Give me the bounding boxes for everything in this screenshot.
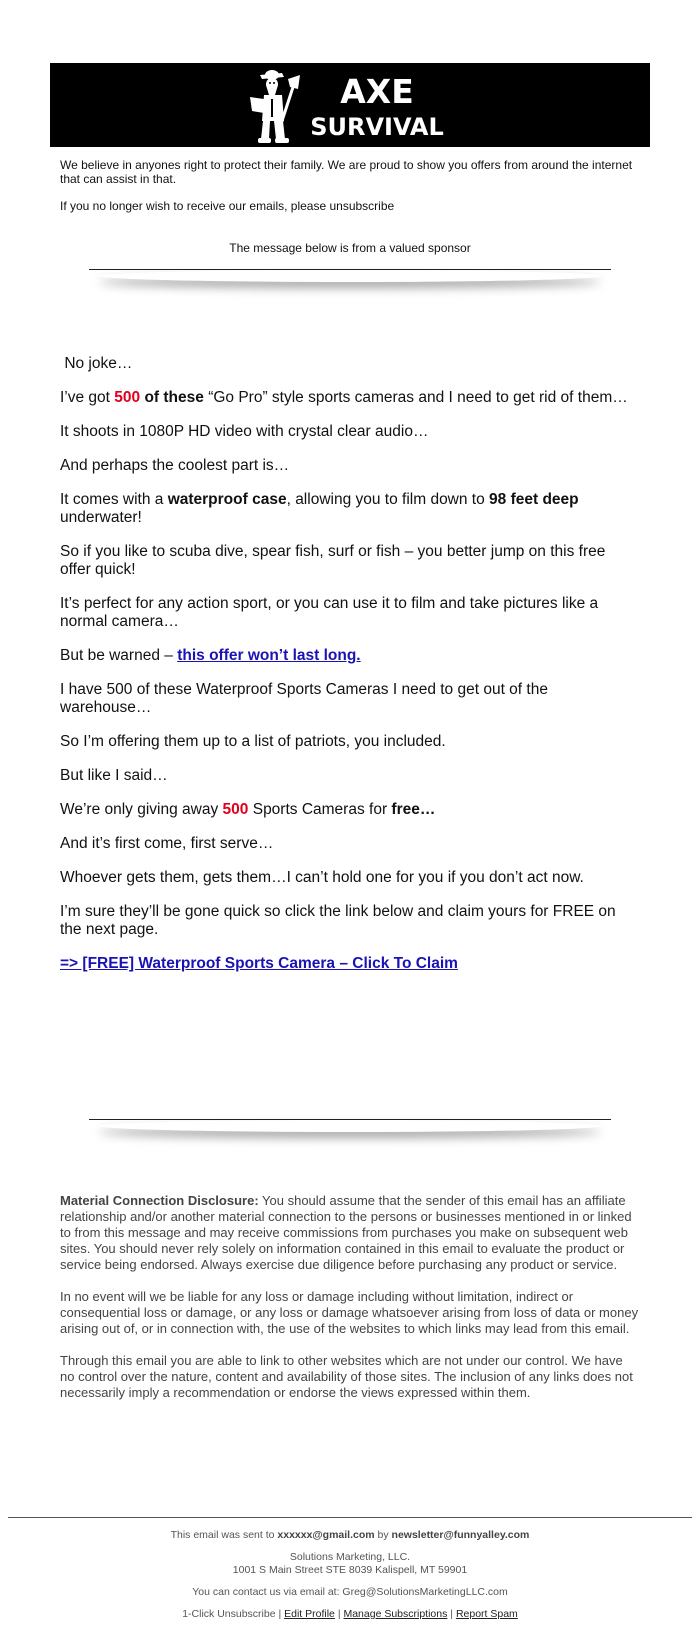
- report-spam-link[interactable]: Report Spam: [455, 1608, 518, 1620]
- edit-profile-link[interactable]: Edit Profile: [284, 1608, 335, 1620]
- unsubscribe-link[interactable]: unsubscribe: [329, 199, 395, 213]
- unsubscribe-line: [60, 199, 640, 213]
- message-paragraph: It shoots in 1080P HD video with crystal clear audio…: [60, 423, 429, 440]
- intro-paragraph: We believe in anyones right to protect their family. We are proud to show you offers from around the internet that can assist in that.: [60, 158, 633, 186]
- footer-links: 1-Click Unsubscribe | Edit Profile | Manage Subscriptions | Report Spam: [182, 1608, 518, 1620]
- message-paragraph: It comes with a waterproof case, allowing you to film down to 98 feet deep underwater!: [60, 491, 579, 526]
- message-paragraph: So I’m offering them up to a list of patriots, you included.: [60, 733, 446, 750]
- message-paragraph: [60, 955, 640, 973]
- manage-subscriptions-link[interactable]: Manage Subscriptions: [343, 1608, 448, 1620]
- message-paragraph: But like I said…: [60, 767, 168, 784]
- message-paragraph: And it’s first come, first serve…: [60, 835, 274, 852]
- axe-survival-logo: [240, 65, 460, 145]
- footer-divider: [8, 1517, 692, 1518]
- message-paragraph: I’ve got 500 of these “Go Pro” style sports cameras and I need to get rid of them…: [60, 389, 628, 406]
- brand-line1: AXE: [340, 72, 414, 111]
- message-body: [50, 355, 650, 973]
- claim-camera-link[interactable]: => [FREE] Waterproof Sports Camera – Click To Claim: [60, 955, 458, 972]
- contact-line: You can contact us via email at: Greg@SolutionsMarketingLLC.com: [192, 1586, 508, 1598]
- message-paragraph: It’s perfect for any action sport, or you can use it to film and take pictures like a normal camera…: [60, 595, 599, 630]
- sender-email: newsletter@funnyalley.com: [391, 1529, 530, 1541]
- message-paragraph: I’m sure they’ll be gone quick so click the link below and claim yours for FREE on the next page.: [60, 903, 616, 938]
- offer-link[interactable]: this offer won’t last long.: [177, 647, 361, 664]
- message-paragraph: And perhaps the coolest part is…: [60, 457, 290, 474]
- unsubscribe-prefix: If you no longer wish to receive our emails, please: [60, 199, 330, 213]
- prospector-with-axe-icon: [250, 70, 300, 143]
- company-address: Solutions Marketing, LLC. 1001 S Main Street STE 8039 Kalispell, MT 59901: [232, 1551, 468, 1576]
- disclosure-paragraph: Material Connection Disclosure: You should assume that the sender of this email has an affiliate relationship and/or another material connection to the persons or businesses mentioned in or linked to from this message and may receive commissions from purchases you make on subsequent web sites. You should never rely solely on information contained in this email to evaluate the product or service being endorsed. Always exercise due diligence before purchasing any product or service.: [60, 1193, 632, 1272]
- brand-line2: SURVIVAL: [310, 113, 444, 141]
- recipient-email: xxxxxx@gmail.com: [277, 1529, 375, 1541]
- divider-top: [89, 269, 611, 270]
- message-paragraph: So if you like to scuba dive, spear fish, surf or fish – you better jump on this free offer quick!: [60, 543, 606, 578]
- liability-paragraph: In no event will we be liable for any loss or damage including without limitation, indirect or consequential loss or damage, or any loss or damage whatsoever arising from loss of data or money arising out of, or in connection with, the use of the websites to which links may lead from this email.: [60, 1289, 639, 1336]
- divider-bottom: [89, 1119, 611, 1120]
- disclaimer-block: [50, 1193, 650, 1401]
- email-container: [50, 63, 650, 1417]
- message-paragraph: Whoever gets them, gets them…I can’t hold one for you if you don’t act now.: [60, 869, 584, 886]
- message-paragraph: But be warned – this offer won’t last long.: [60, 647, 361, 664]
- intro-block: [50, 147, 650, 213]
- message-paragraph: We’re only giving away 500 Sports Cameras for free…: [60, 801, 436, 818]
- sent-to-line: This email was sent to xxxxxx@gmail.com by newsletter@funnyalley.com: [170, 1529, 530, 1541]
- message-paragraph: No joke…: [64, 355, 133, 372]
- brand-banner: [50, 63, 650, 147]
- message-paragraph: I have 500 of these Waterproof Sports Cameras I need to get out of the warehouse…: [60, 681, 548, 716]
- external-links-paragraph: Through this email you are able to link to other websites which are not under our control. We have no control over the nature, content and availability of those sites. The inclusion of any links does not necessarily imply a recommendation or endorse the views expressed within them.: [60, 1353, 633, 1400]
- sponsor-note: The message below is from a valued sponsor: [229, 241, 471, 255]
- footer: [0, 1529, 700, 1630]
- one-click-unsubscribe[interactable]: 1-Click Unsubscribe: [182, 1608, 276, 1620]
